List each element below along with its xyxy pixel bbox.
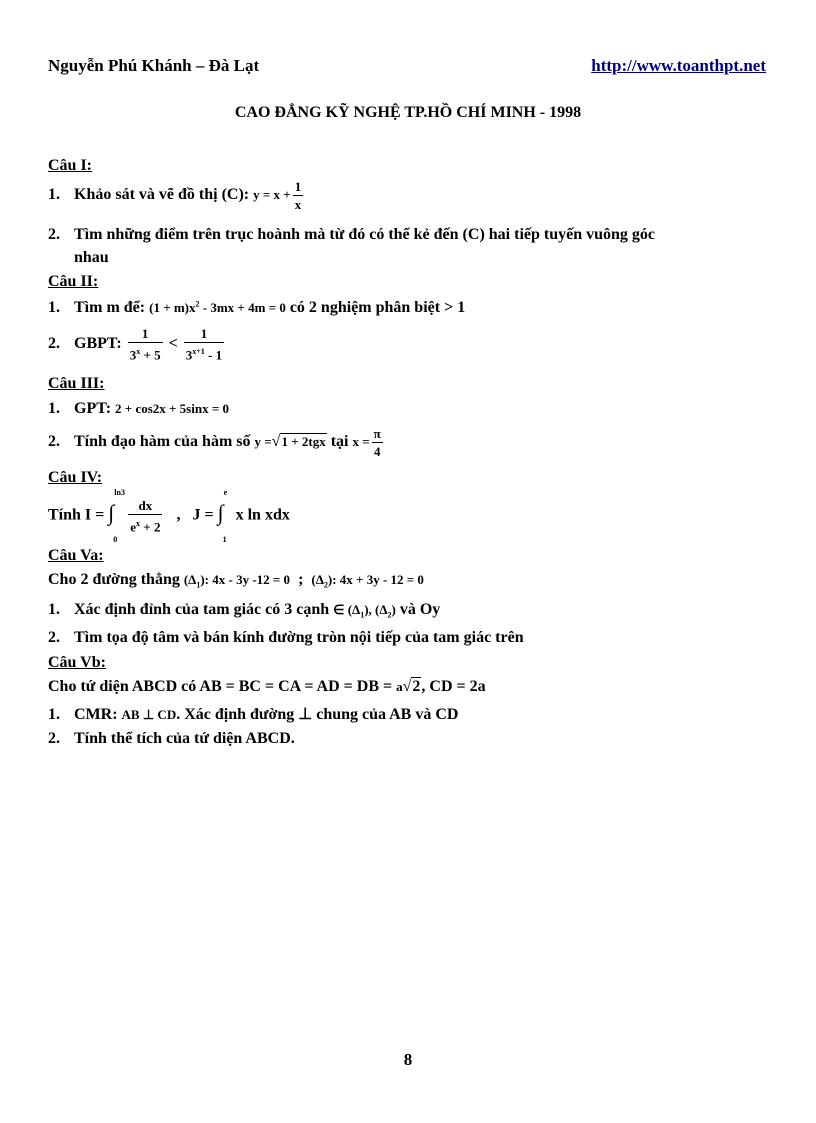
I-equals: I = xyxy=(84,506,105,524)
less-than-sign: < xyxy=(168,334,178,352)
fraction xyxy=(293,178,304,213)
fraction-left: $\frac{1}{3^x + 5}$ xyxy=(129,326,161,363)
question-5a-2 xyxy=(48,629,524,647)
question-5a-intro: Cho 2 đường thẳng $(\Delta_1)$: 4x - 3y -12 = 0 ; $(\Delta_2)$: 4x + 3y - 12 = 0 xyxy=(48,571,424,590)
sqrt-expression: 1 + 2tgx xyxy=(281,434,326,450)
separator: , xyxy=(176,506,181,524)
question-3-1 xyxy=(48,400,229,418)
question-text: Xác định đỉnh của tam giác có 3 cạnh xyxy=(74,601,330,618)
question-text: Tính đạo hàm của hàm số xyxy=(74,433,251,451)
section-heading-1: Câu I: xyxy=(48,157,93,174)
question-1-1 xyxy=(48,178,305,213)
math-expression: y = xyxy=(254,434,272,450)
question-text: Tính thể tích của tứ diện ABCD. xyxy=(74,730,295,747)
question-5b-1: 1. CMR: AB ⊥ CD. Xác định đường ⊥ chung của AB và CD xyxy=(48,706,459,723)
question-5b-intro: Cho tứ diện ABCD có AB = BC = CA = AD = DB = a√2, CD = 2a xyxy=(48,678,486,695)
math-expression: $(1 + m)x^2 - 3mx + 4m = 0$ xyxy=(149,299,286,315)
question-number: 2. xyxy=(48,433,60,451)
section-heading-5a: Câu Va: xyxy=(48,547,104,564)
question-2-2 xyxy=(48,325,226,363)
section-heading-2: Câu II: xyxy=(48,273,99,290)
question-text: Tìm m để: xyxy=(74,299,146,316)
page-title: CAO ĐẲNG KỸ NGHỆ TP.HỒ CHÍ MINH - 1998 xyxy=(234,104,582,121)
question-text: GPT: xyxy=(74,400,112,417)
J-equals: J = xyxy=(192,506,214,524)
fraction-numerator: 1 xyxy=(294,179,302,194)
section-heading-3: Câu III: xyxy=(48,375,105,392)
math-expression: 2 + cos2x + 5sinx = 0 xyxy=(115,401,229,416)
question-5b-2 xyxy=(48,730,295,748)
question-text: Khảo sát và vẽ đồ thị (C): xyxy=(74,186,250,204)
question-text: Tìm tọa độ tâm và bán kính đường tròn nội tiếp của tam giác trên xyxy=(74,629,524,646)
question-5a-1: 1. Xác định đỉnh của tam giác có 3 cạnh ∈ $(\Delta_1)$, $(\Delta_2)$ và Oy xyxy=(48,601,441,620)
website-link[interactable]: http://www.toanthpt.net xyxy=(591,56,766,75)
author-header: Nguyễn Phú Khánh – Đà Lạt xyxy=(48,56,260,75)
question-number: 1. xyxy=(48,299,60,316)
integral-I: ln3 ∫ 0 xyxy=(108,488,125,544)
question-3-2: 2. Tính đạo hàm của hàm số y =√1 + 2tgx tại x = $\frac{\pi}{4}$ xyxy=(48,426,381,459)
tai-word: tại xyxy=(330,433,349,451)
integrand-J: x ln xdx xyxy=(235,506,290,524)
question-number: 2. xyxy=(48,730,60,747)
question-number: 2. xyxy=(48,334,60,352)
integral-J: e ∫ 1 xyxy=(217,488,228,544)
page-number: 8 xyxy=(403,1050,413,1069)
question-number: 2. xyxy=(48,226,60,243)
x-equals: x = xyxy=(352,434,370,450)
question-text: CMR: xyxy=(74,706,118,723)
question-number: 1. xyxy=(48,601,60,618)
question-4 xyxy=(48,488,290,544)
question-number: 1. xyxy=(48,400,60,417)
question-2-1 xyxy=(48,299,465,317)
fraction-denominator: x xyxy=(294,197,302,212)
section-heading-4: Câu IV: xyxy=(48,469,103,486)
question-text: Tính xyxy=(48,506,81,524)
question-number: 1. xyxy=(48,706,60,723)
question-1-2 xyxy=(48,226,655,244)
question-tail: có 2 nghiệm phân biệt > 1 xyxy=(289,299,466,316)
pi-fraction: $\frac{\pi}{4}$ xyxy=(373,426,381,459)
question-1-2-continuation: nhau xyxy=(74,249,109,266)
section-heading-5b: Câu Vb: xyxy=(48,654,106,671)
math-expression: y = x + xyxy=(253,187,291,203)
question-number: 2. xyxy=(48,629,60,646)
question-number: 1. xyxy=(48,186,60,204)
integrand-fraction: $\frac{dx}{e^x + 2}$ xyxy=(130,497,161,535)
fraction-right: $\frac{1}{3^{x+1} - 1}$ xyxy=(185,326,223,363)
question-text: GBPT: xyxy=(74,334,122,352)
question-text: Tìm những điểm trên trục hoành mà từ đó có thể kẻ đến (C) hai tiếp tuyến vuông góc xyxy=(74,226,656,243)
